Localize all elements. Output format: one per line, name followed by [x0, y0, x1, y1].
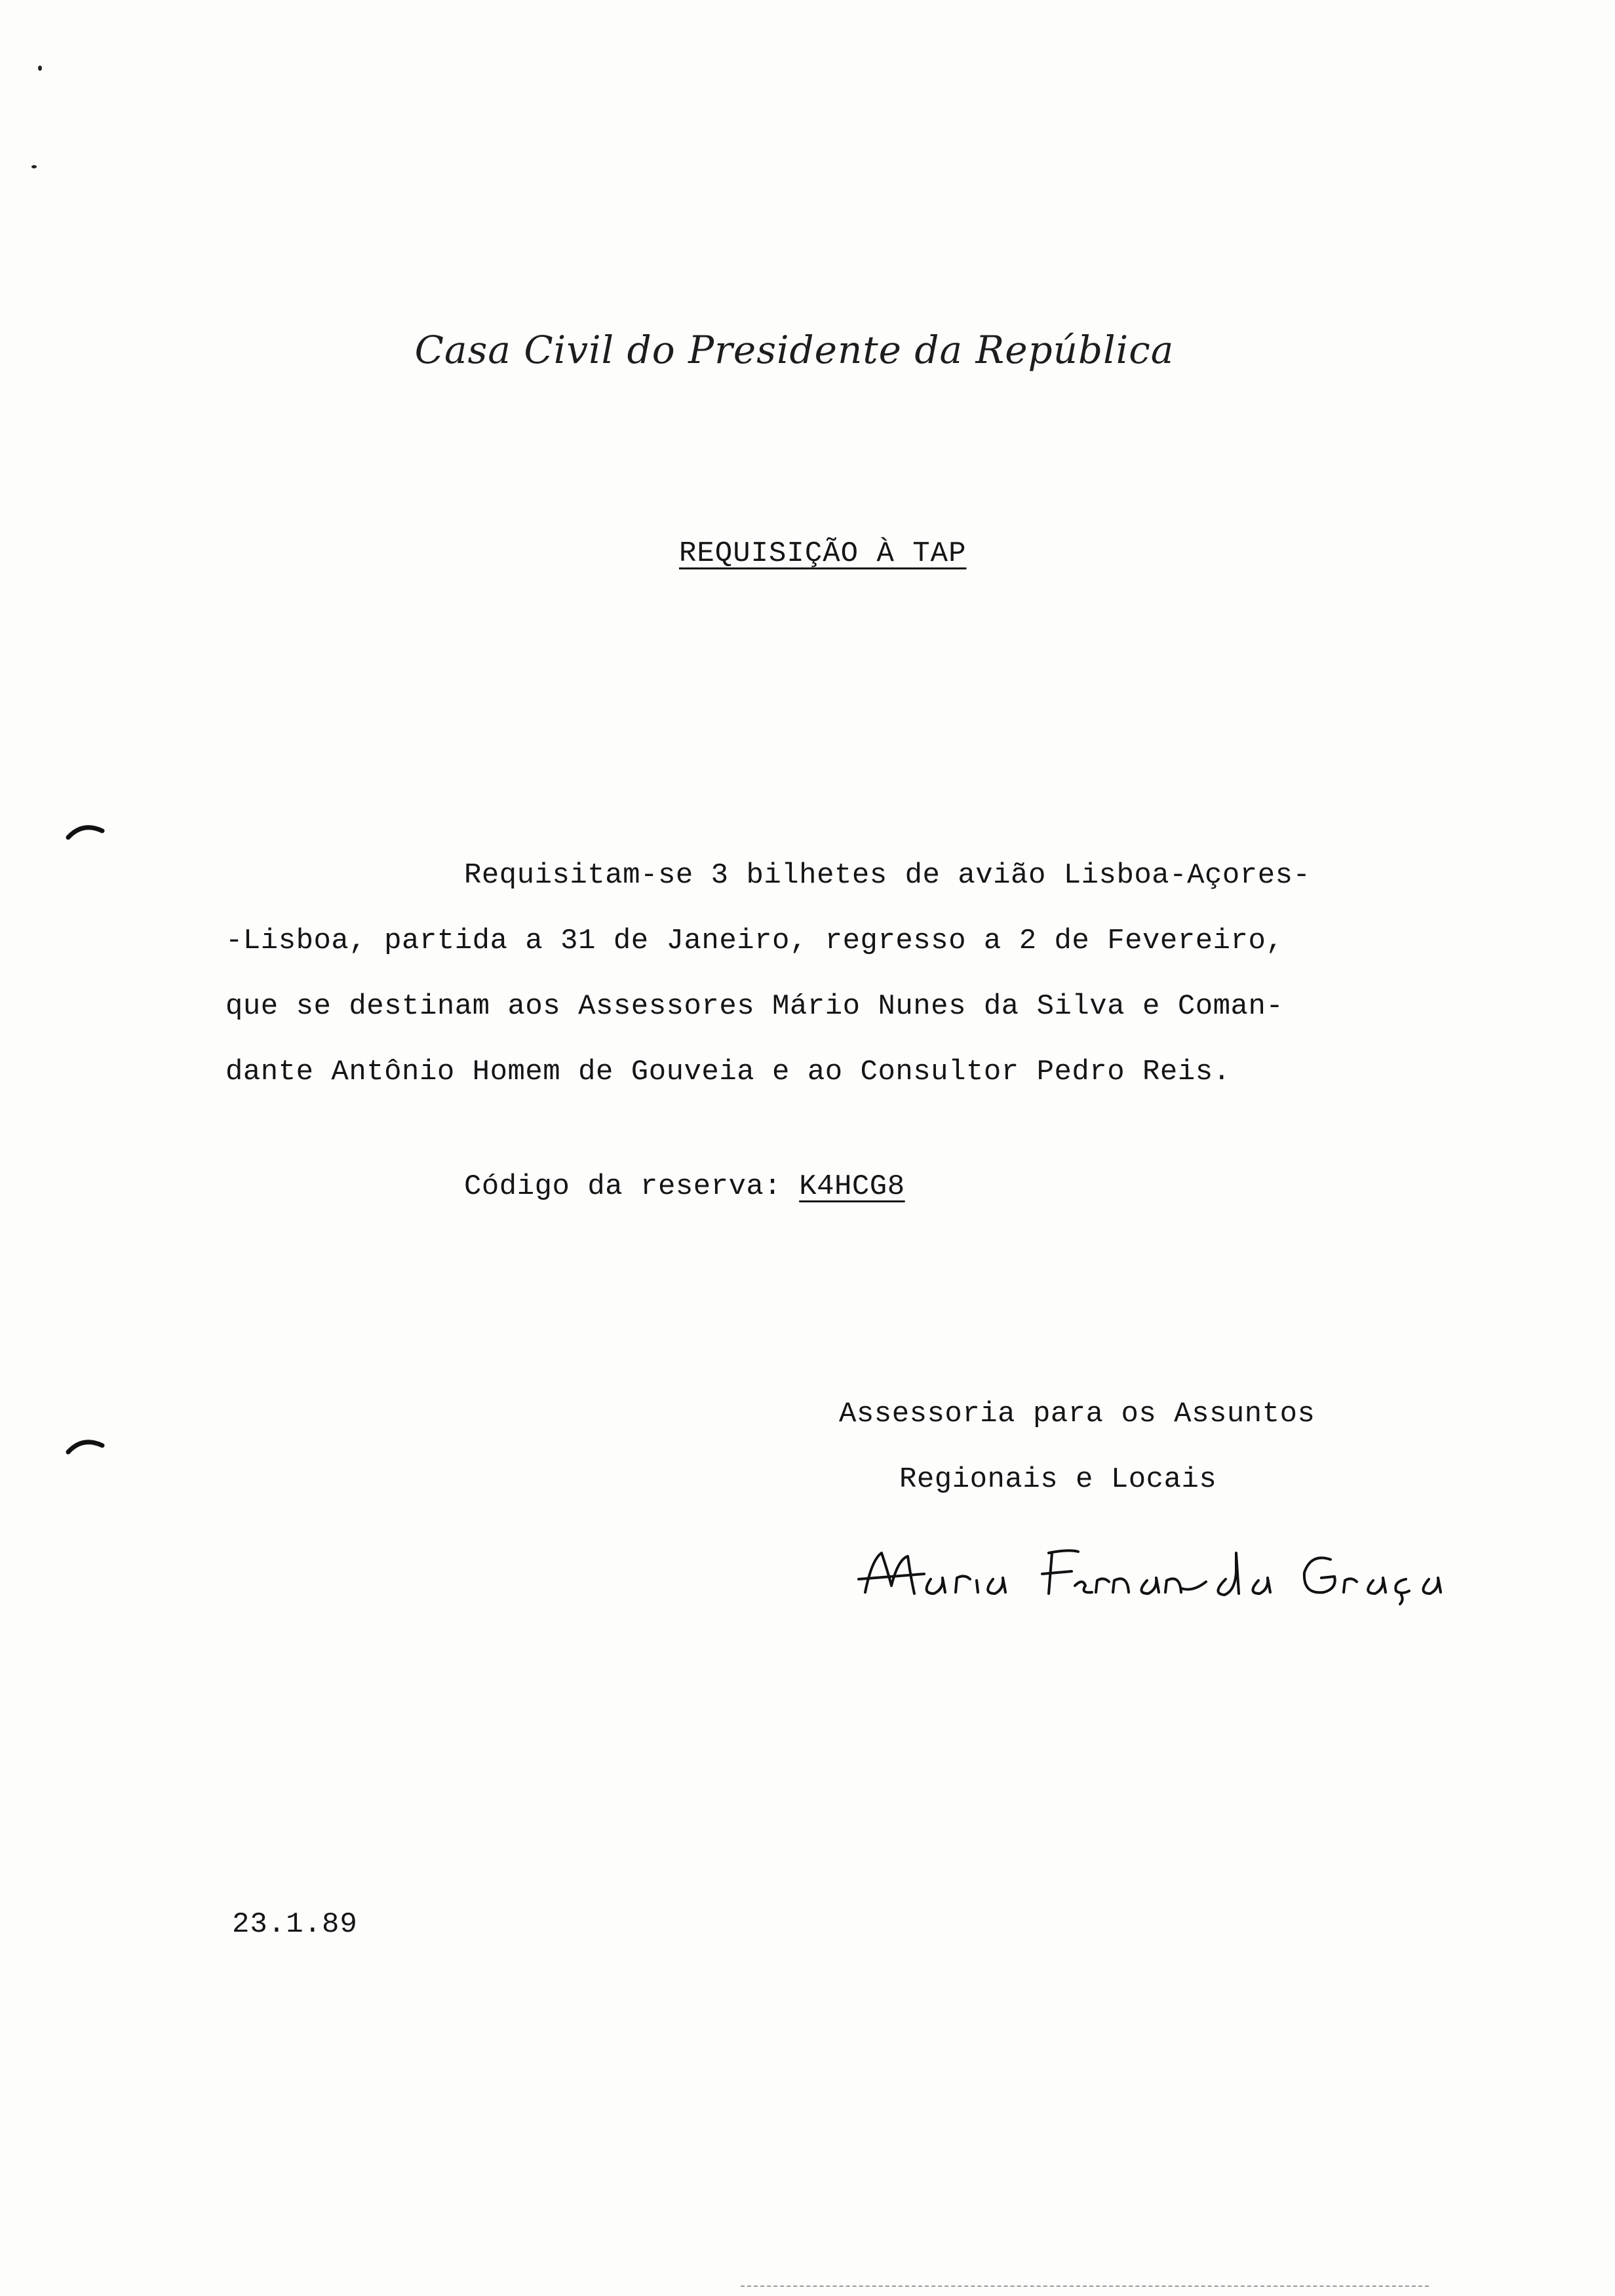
letterhead: Casa Civil do Presidente da República	[414, 328, 1175, 372]
department-block	[839, 1381, 1315, 1512]
punch-hole-mark-icon	[66, 818, 105, 844]
page-edge-line	[741, 2286, 1429, 2288]
paragraph-line: dante Antônio Homem de Gouveia e ao Consultor Pedro Reis.	[225, 1056, 1231, 1088]
handwritten-signature	[852, 1533, 1442, 1612]
reservation-code: K4HCG8	[799, 1170, 905, 1203]
department-line: Assessoria para os Assuntos	[839, 1398, 1315, 1430]
request-paragraph	[225, 843, 1425, 1105]
paragraph-line: que se destinam aos Assessores Mário Nunes da Silva e Coman-	[225, 990, 1284, 1023]
scan-speck	[38, 66, 42, 71]
paragraph-line: -Lisboa, partida a 31 de Janeiro, regresso a 2 de Fevereiro,	[225, 925, 1284, 957]
department-line: Regionais e Locais	[899, 1463, 1217, 1496]
document-title: REQUISIÇÃO À TAP	[679, 537, 967, 570]
document-date: 23.1.89	[232, 1908, 358, 1941]
reservation-line	[464, 1170, 905, 1203]
punch-hole-mark-icon	[66, 1432, 105, 1459]
scan-speck	[31, 165, 37, 168]
reservation-label: Código da reserva:	[464, 1170, 800, 1203]
paragraph-line: Requisitam-se 3 bilhetes de avião Lisboa-Açores-	[464, 859, 1311, 892]
